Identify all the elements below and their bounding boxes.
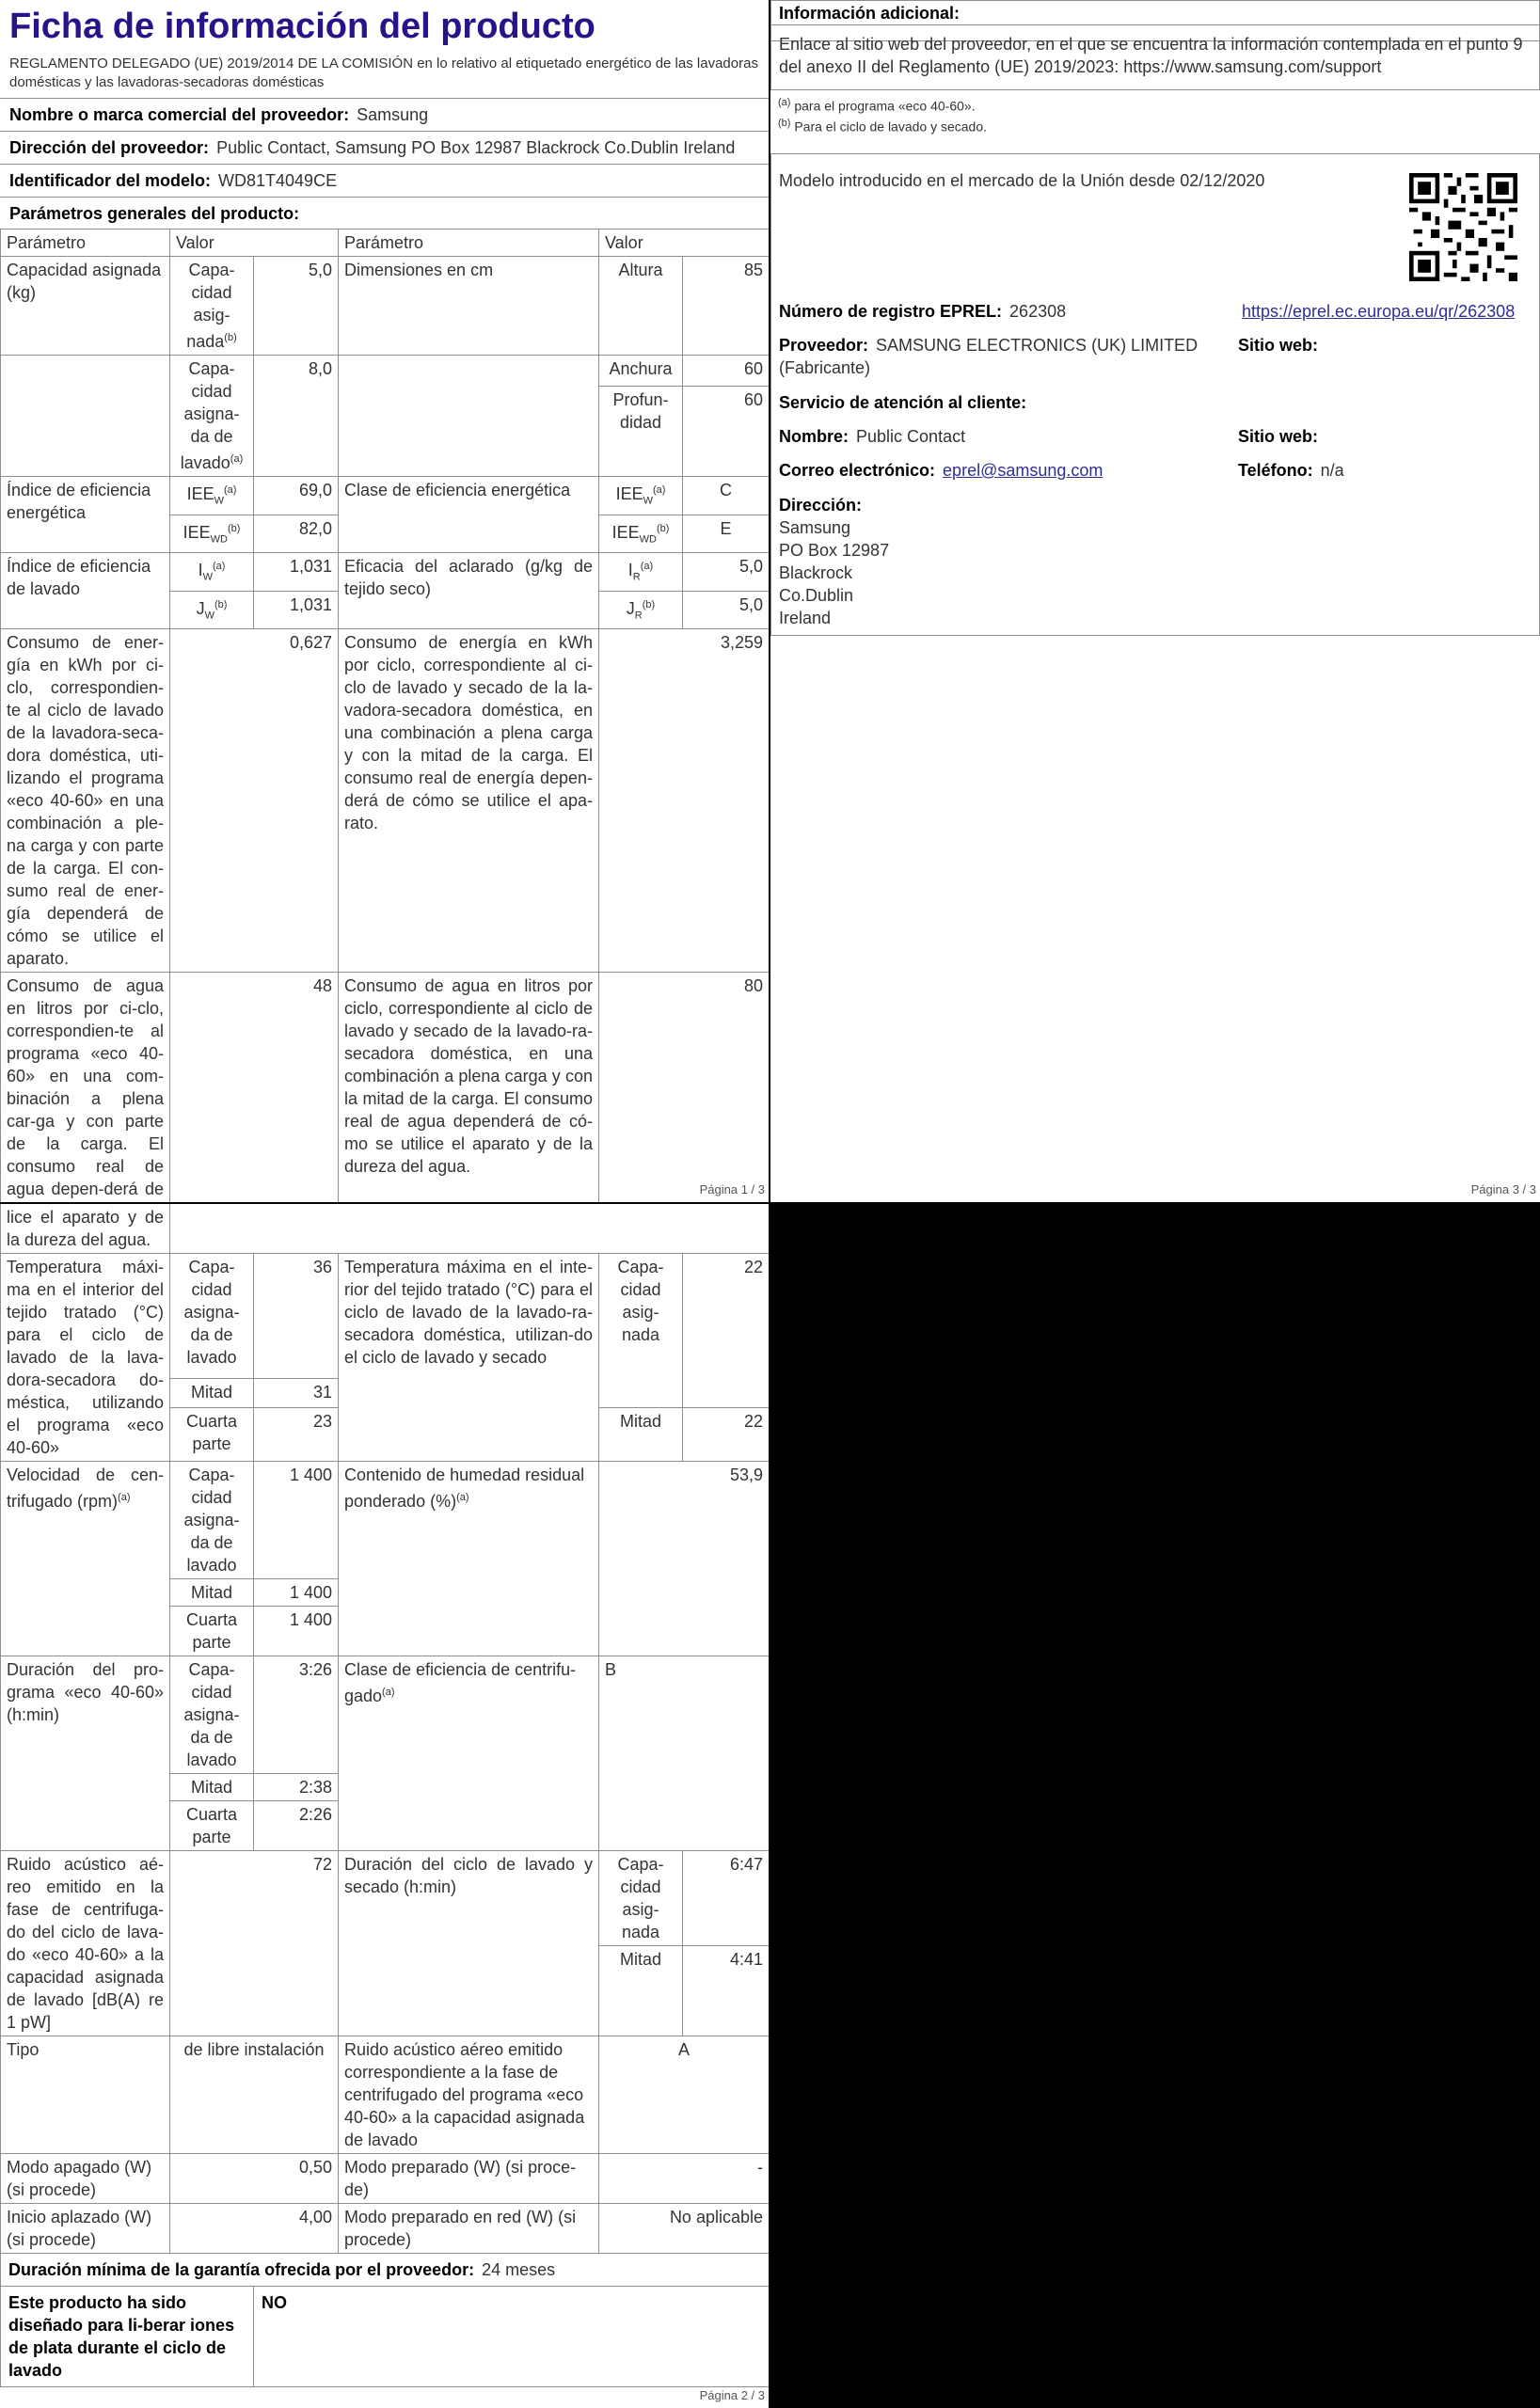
- customer-service-label: Servicio de atención al cliente:: [779, 393, 1027, 412]
- table-row: [1, 2154, 770, 2204]
- model-label: Identificador del modelo:: [9, 171, 212, 190]
- regulation-text: REGLAMENTO DELEGADO (UE) 2019/2014 DE LA COMISIÓN en lo relativo al etiquetado energético de las lavadoras domésticas y las lavadoras-secadoras domésticas: [9, 55, 758, 90]
- energy-washdry-label: Consumo de energía en kWh por ciclo, correspondiente al ci-clo de lavado y secado de la la-vadora-secadora doméstica, en una combinación a plena carga y con la mitad de la carga. El consumo real de energía depen-derá de cómo se utilice el apa-rato.: [339, 629, 599, 973]
- noise-class-value: A: [599, 2036, 770, 2154]
- temp-wd-half-label: Mitad: [599, 1408, 683, 1462]
- spin-quarter-label: Cuarta parte: [170, 1607, 254, 1656]
- class-wd-label: $IEE_{WD}^{(b)}$: [599, 515, 683, 553]
- energy-wash-label: Consumo de ener-gía en kWh por ci-clo, correspondien-te al ciclo de lavado de la lavadora-seca-dora doméstica, uti-lizando el programa «eco 40-60» en una combinación a ple-na carga y con parte de la carga. El con-sumo real de ener-gía dependerá de cómo se utilice el aparato.: [1, 629, 170, 973]
- energy-wash-value: 0,627: [170, 629, 339, 973]
- capacity-sub1-value: 5,0: [254, 257, 339, 356]
- table-row: [1, 1851, 770, 1946]
- rinsing-label: Eficacia del aclarado (g/kg de tejido seco): [339, 553, 599, 629]
- off-mode-label: Modo apagado (W) (si procede): [1, 2154, 170, 2204]
- water-washdry-label: Consumo de agua en litros por ciclo, correspondiente al ciclo de lavado y secado de la lavado-ra-secadora doméstica, en una combinación a plena carga y con la mitad de la carga. El consumo real de agua dependerá de có-mo se utilice el aparato y de la dureza del agua.: [339, 973, 599, 1202]
- table-row: [1, 629, 770, 973]
- address-label: Dirección:: [779, 496, 863, 515]
- water-cont-spacer: [170, 1204, 339, 1254]
- noise-class-label: Ruido acústico aéreo emitido correspondiente a la fase de centrifugado del programa «eco 40-60» a la capacidad asignada de lavado: [339, 2036, 599, 2154]
- class-wd-value: E: [683, 515, 770, 553]
- ir-value: 5,0: [683, 553, 770, 592]
- duration-half-label: Mitad: [170, 1774, 254, 1801]
- spin-rated-label: Capa-cidad asigna-da de lavado: [170, 1462, 254, 1579]
- page-number-1: Página 1 / 3: [699, 1182, 765, 1196]
- capacity-spacer: [1, 356, 170, 477]
- spin-speed-label: Velocidad de cen-trifugado (rpm)$^{(a)}$: [1, 1462, 170, 1656]
- temp-quarter-value: 23: [254, 1408, 339, 1462]
- table-row: [1, 2254, 770, 2287]
- footnote-a: $^{(a)}$ para el programa «eco 40-60».: [778, 97, 976, 114]
- contact-name-row: Nombre: Public Contact: [779, 427, 966, 446]
- temp-wash-label: Temperatura máxi-ma en el interior del tejido tratado (°C) para el ciclo de lavado de la lava-dora-secadora do-méstica, utilizando el programa «eco 40-60»: [1, 1254, 170, 1462]
- silver-ions-label: Este producto ha sido diseñado para li-berar iones de plata durante el ciclo de lavado: [1, 2287, 254, 2387]
- iw-label: $I_W^{(a)}$: [170, 553, 254, 592]
- table-row: [1, 973, 770, 1202]
- table-row: [1, 1462, 770, 1579]
- table-row: [1, 2204, 770, 2254]
- duration-half-value: 2:38: [254, 1774, 339, 1801]
- spin-rated-value: 1 400: [254, 1462, 339, 1579]
- page-number-2: Página 2 / 3: [699, 2388, 765, 2402]
- dimensions-label: Dimensiones en cm: [339, 257, 599, 356]
- market-intro: Modelo introducido en el mercado de la Unión desde 02/12/2020: [779, 171, 1265, 190]
- cycle-duration-label: Duración del ciclo de lavado y secado (h:min): [339, 1851, 599, 2036]
- temp-half-value: 31: [254, 1379, 339, 1408]
- email-row: Correo electrónico: eprel@samsung.com: [779, 461, 1103, 480]
- additional-info-text: Enlace al sitio web del proveedor, en el que se encuentra la información contemplada en el punto 9 del anexo II del Reglamento (UE) 2019/2023: https://www.samsung.com/support: [770, 24, 1540, 90]
- page-2: [0, 1204, 769, 2408]
- temp-wd-rated-label: Capa-cidad asig-nada: [599, 1254, 683, 1408]
- spin-half-value: 1 400: [254, 1579, 339, 1607]
- water-wash-label-cont: lice el aparato y de la dureza del agua.: [1, 1204, 170, 1254]
- dimensions-spacer: [339, 356, 599, 477]
- temp-rated-label: Capa-cidad asigna-da de lavado: [170, 1254, 254, 1379]
- spin-class-value: B: [599, 1656, 770, 1851]
- silver-ions-value: NO: [254, 2287, 770, 2387]
- page-3: [770, 0, 1540, 1202]
- phone-row: Teléfono: n/a: [1238, 461, 1344, 480]
- eprel-box: [770, 153, 1540, 636]
- table-row: [1, 477, 770, 515]
- type-label: Tipo: [1, 2036, 170, 2154]
- water-wash-label: Consumo de agua en litros por ci-clo, correspondien-te al programa «eco 40-60» en una com-binación a plena car-ga y con parte de la carga. El consumo real de agua depen-derá de: [1, 973, 170, 1202]
- temp-washdry-label: Temperatura máxima en el inte-rior del tejido tratado (°C) para el ciclo de lavado de la lavado-ra-secadora doméstica, utilizan-do el ciclo de lavado y secado: [339, 1254, 599, 1462]
- parameters-table-cont: [0, 1204, 769, 2387]
- model-value: WD81T4049CE: [218, 171, 338, 190]
- general-params-row: [0, 197, 769, 229]
- width-label: Anchura: [599, 356, 683, 387]
- spin-class-label: Clase de eficiencia de centrifu-gado$^{(a)}$: [339, 1656, 599, 1851]
- table-row: [1, 356, 770, 387]
- cycle-rated-value: 6:47: [683, 1851, 770, 1946]
- class-w-value: C: [683, 477, 770, 515]
- capacity-sub1-label: Capa-cidad asig-nada$^{(b)}$: [170, 257, 254, 356]
- depth-value: 60: [683, 387, 770, 477]
- energy-washdry-value: 3,259: [599, 629, 770, 973]
- qr-code-icon: [1409, 173, 1517, 281]
- temp-half-label: Mitad: [170, 1379, 254, 1408]
- warranty-row: Duración mínima de la garantía ofrecida por el proveedor: 24 meses: [1, 2254, 770, 2287]
- cycle-half-value: 4:41: [683, 1946, 770, 2036]
- page-number-3: Página 3 / 3: [1470, 1182, 1536, 1196]
- iee-wd-value: 82,0: [254, 515, 339, 553]
- off-mode-value: 0,50: [170, 2154, 339, 2204]
- network-standby-label: Modo preparado en red (W) (si procede): [339, 2204, 599, 2254]
- delay-start-value: 4,00: [170, 2204, 339, 2254]
- cycle-rated-label: Capa-cidad asig-nada: [599, 1851, 683, 1946]
- type-value: de libre instalación: [170, 2036, 339, 2154]
- width-value: 60: [683, 356, 770, 387]
- header-value: Valor: [170, 230, 339, 257]
- supplier-address-row: [0, 131, 769, 164]
- parameters-table: [0, 229, 769, 1202]
- address-line: PO Box 12987: [779, 541, 890, 560]
- general-params-label: Parámetros generales del producto:: [9, 204, 300, 223]
- cycle-half-label: Mitad: [599, 1946, 683, 2036]
- noise-label: Ruido acústico aé-reo emitido en la fase de centrifuga-do del ciclo de lava-do «eco 40-60» a la capacidad asignada de lavado [dB(A) re 1 pW]: [1, 1851, 170, 2036]
- standby-value: -: [599, 2154, 770, 2204]
- ir-label: $I_R^{(a)}$: [599, 553, 683, 592]
- document-title: Ficha de información del producto: [9, 7, 595, 46]
- address-line: Blackrock: [779, 563, 853, 582]
- water-cont-spacer-2: [339, 1204, 770, 1254]
- water-washdry-value: 80: [599, 973, 770, 1202]
- table-row: [1, 553, 770, 592]
- height-value: 85: [683, 257, 770, 356]
- standby-label: Modo preparado (W) (si proce-de): [339, 2154, 599, 2204]
- website-label: Sitio web:: [1238, 336, 1318, 355]
- footnote-b: $^{(b)}$ Para el ciclo de lavado y secado.: [778, 118, 988, 135]
- energy-class-label: Clase de eficiencia energética: [339, 477, 599, 553]
- table-row: [1, 1254, 770, 1379]
- water-wash-value: 48: [170, 973, 339, 1202]
- header-value-2: Valor: [599, 230, 770, 257]
- temp-wd-rated-value: 22: [683, 1254, 770, 1408]
- capacity-label: Capacidad asignada (kg): [1, 257, 170, 356]
- delay-start-label: Inicio aplazado (W) (si procede): [1, 2204, 170, 2254]
- spin-quarter-value: 1 400: [254, 1607, 339, 1656]
- noise-value: 72: [170, 1851, 339, 2036]
- duration-quarter-label: Cuarta parte: [170, 1801, 254, 1851]
- supplier-address-label: Dirección del proveedor:: [9, 138, 210, 157]
- email-link[interactable]: eprel@samsung.com: [943, 461, 1103, 480]
- address-line: Ireland: [779, 609, 832, 627]
- table-header-row: [1, 230, 770, 257]
- class-w-label: $IEE_W^{(a)}$: [599, 477, 683, 515]
- eprel-reg: Número de registro EPREL: 262308: [779, 302, 1067, 321]
- height-label: Altura: [599, 257, 683, 356]
- website-label-2: Sitio web:: [1238, 427, 1318, 446]
- table-row: [1, 1204, 770, 1254]
- table-row: [1, 2036, 770, 2154]
- address-line: Samsung: [779, 518, 851, 537]
- iee-wd-label: $IEE_{WD}^{(b)}$: [170, 515, 254, 553]
- supplier-name-label: Nombre o marca comercial del proveedor:: [9, 105, 350, 124]
- iee-w-value: 69,0: [254, 477, 339, 515]
- capacity-sub2-value: 8,0: [254, 356, 339, 477]
- iee-w-label: $IEE_W^{(a)}$: [170, 477, 254, 515]
- jr-label: $J_R^{(b)}$: [599, 591, 683, 629]
- supplier-address-value: Public Contact, Samsung PO Box 12987 Blackrock Co.Dublin Ireland: [216, 138, 736, 157]
- duration-rated-label: Capa-cidad asigna-da de lavado: [170, 1656, 254, 1774]
- washing-eff-label: Índice de eficiencia de lavado: [1, 553, 170, 629]
- iw-value: 1,031: [254, 553, 339, 592]
- temp-quarter-label: Cuarta parte: [170, 1408, 254, 1462]
- jw-value: 1,031: [254, 591, 339, 629]
- provider-row: Proveedor: SAMSUNG ELECTRONICS (UK) LIMITED (Fabricante): [779, 336, 1199, 377]
- header-param: Parámetro: [1, 230, 170, 257]
- page-1: [0, 0, 769, 1202]
- temp-wd-half-value: 22: [683, 1408, 770, 1462]
- table-row: [1, 1656, 770, 1774]
- table-row: [1, 2287, 770, 2387]
- additional-info-title: Información adicional:: [779, 4, 961, 23]
- supplier-name-value: Samsung: [357, 105, 429, 124]
- eei-label: Índice de eficiencia energética: [1, 477, 170, 553]
- eprel-link[interactable]: https://eprel.ec.europa.eu/qr/262308: [1242, 302, 1516, 321]
- address-line: Co.Dublin: [779, 586, 854, 605]
- header-param-2: Parámetro: [339, 230, 599, 257]
- model-row: [0, 164, 769, 197]
- duration-rated-value: 3:26: [254, 1656, 339, 1774]
- capacity-sub2-label: Capa-cidad asigna-da de lavado$^{(a)}$: [170, 356, 254, 477]
- network-standby-value: No aplicable: [599, 2204, 770, 2254]
- spin-half-label: Mitad: [170, 1579, 254, 1607]
- table-row: [1, 257, 770, 356]
- moisture-value: 53,9: [599, 1462, 770, 1656]
- supplier-name-row: [0, 98, 769, 131]
- jw-label: $J_W^{(b)}$: [170, 591, 254, 629]
- duration-quarter-value: 2:26: [254, 1801, 339, 1851]
- duration-label: Duración del pro-grama «eco 40-60» (h:min): [1, 1656, 170, 1851]
- moisture-label: Contenido de humedad residual ponderado (%)$^{(a)}$: [339, 1462, 599, 1656]
- depth-label: Profun-didad: [599, 387, 683, 477]
- jr-value: 5,0: [683, 591, 770, 629]
- temp-rated-value: 36: [254, 1254, 339, 1379]
